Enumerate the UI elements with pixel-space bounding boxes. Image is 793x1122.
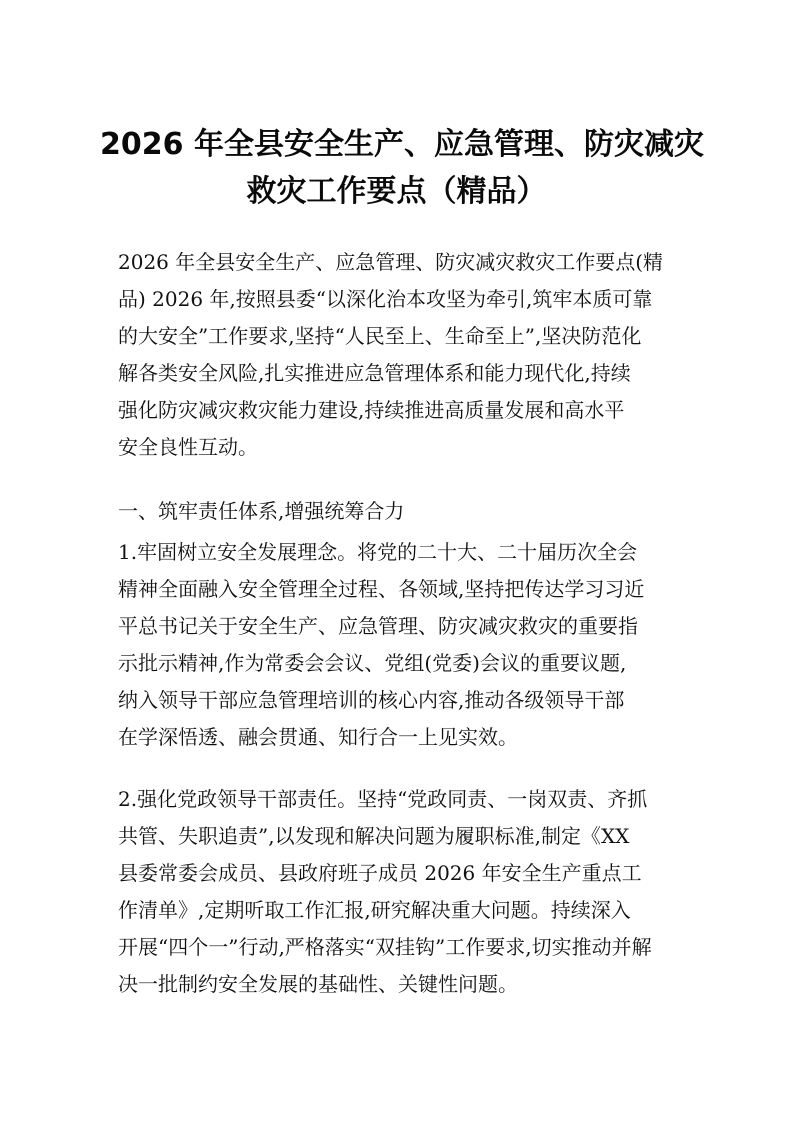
item-paragraph-1 xyxy=(118,534,676,756)
paragraph-line: 强化防灾减灾救灾能力建设,持续推进高质量发展和高水平 xyxy=(118,398,625,422)
paragraph-line: 品) 2026 年,按照县委“以深化治本攻坚为牵引,筑牢本质可靠 xyxy=(118,287,653,311)
paragraph-line: 示批示精神,作为常委会会议、党组(党委)会议的重要议题, xyxy=(118,651,627,675)
paragraph-line: 平总书记关于安全生产、应急管理、防灾减灾救灾的重要指 xyxy=(118,614,638,638)
paragraph-line: 精神全面融入安全管理全过程、各领域,坚持把传达学习习近 xyxy=(118,577,645,601)
document-title-line-2: 救灾工作要点（精品） xyxy=(246,174,547,209)
paragraph-line: 解各类安全风险,扎实推进应急管理体系和能力现代化,持续 xyxy=(118,361,631,385)
item-paragraph-2 xyxy=(118,781,676,1003)
document-title-line-1: 2026 年全县安全生产、应急管理、防灾减灾 xyxy=(100,127,704,162)
paragraph-line: 安全良性互动。 xyxy=(118,435,258,459)
paragraph-line: 2.强化党政领导干部责任。坚持“党政同责、一岗双责、齐抓 xyxy=(118,787,648,811)
paragraph-line: 的大安全”工作要求,坚持“人民至上、生命至上”,坚决防范化 xyxy=(118,324,642,348)
paragraph-line: 在学深悟透、融会贯通、知行合一上见实效。 xyxy=(118,725,518,749)
paragraph-line: 县委常委会成员、县政府班子成员 2026 年安全生产重点工 xyxy=(118,861,642,885)
paragraph-line: 2026 年全县安全生产、应急管理、防灾减灾救灾工作要点(精 xyxy=(118,250,664,274)
intro-paragraph xyxy=(118,244,676,466)
paragraph-line: 纳入领导干部应急管理培训的核心内容,推动各级领导干部 xyxy=(118,688,625,712)
section-heading-line: 一、筑牢责任体系,增强统筹合力 xyxy=(118,499,405,523)
paragraph-line: 共管、失职追责”,以发现和解决问题为履职标准,制定《XX xyxy=(118,824,630,848)
paragraph-line: 决一批制约安全发展的基础性、关键性问题。 xyxy=(118,972,518,996)
paragraph-line: 开展“四个一”行动,严格落实“双挂钩”工作要求,切实推动并解 xyxy=(118,935,652,959)
paragraph-line: 1.牢固树立安全发展理念。将党的二十大、二十届历次全会 xyxy=(118,540,638,564)
section-heading-1 xyxy=(118,493,676,530)
paragraph-line: 作清单》,定期听取工作汇报,研究解决重大问题。持续深入 xyxy=(118,898,631,922)
